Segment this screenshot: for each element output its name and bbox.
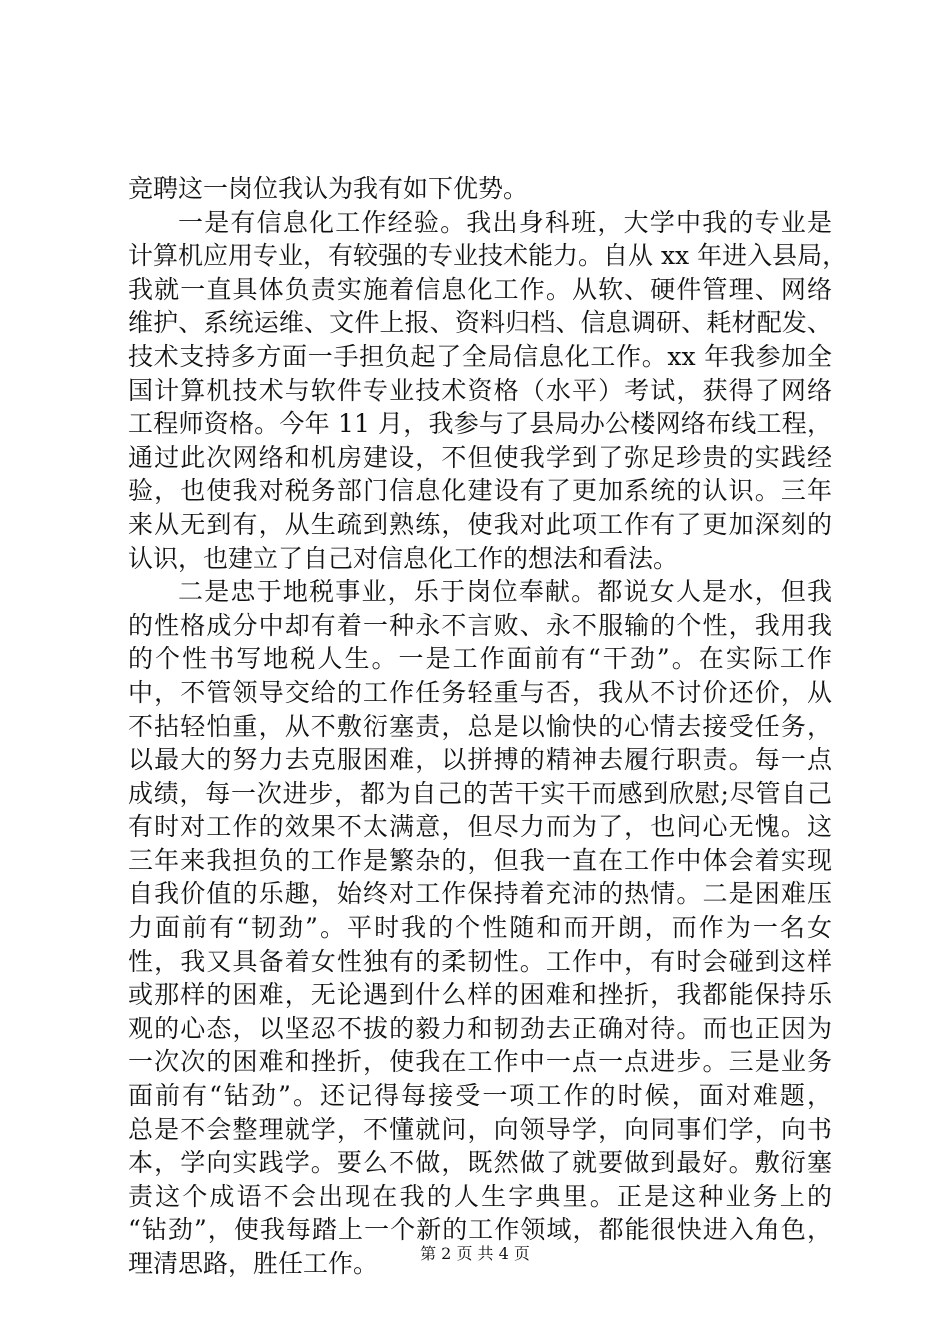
paragraph-line: 面前有“钻劲”。还记得每接受一项工作的时候，面对难题， <box>128 1081 832 1111</box>
paragraph-line: 责这个成语不会出现在我的人生字典里。正是这种业务上的 <box>128 1181 832 1211</box>
paragraph-line: 竞聘这一岗位我认为我有如下优势。 <box>128 174 529 203</box>
paragraph-line: 性，我又具备着女性独有的柔韧性。工作中，有时会碰到这样 <box>128 946 832 976</box>
paragraph-line: 技术支持多方面一手担负起了全局信息化工作。xx 年我参加全 <box>128 341 832 371</box>
paragraph-line: 来从无到有，从生疏到熟练，使我对此项工作有了更加深刻的 <box>128 509 832 539</box>
paragraph-line: 或那样的困难，无论遇到什么样的困难和挫折，我都能保持乐 <box>128 980 832 1010</box>
paragraph-line: 二是忠于地税事业，乐于岗位奉献。都说女人是水，但我 <box>178 577 832 607</box>
paragraph-line: 国计算机技术与软件专业技术资格（水平）考试，获得了网络 <box>128 375 832 405</box>
paragraph-line: 本，学向实践学。要么不做，既然做了就要做到最好。敷衍塞 <box>128 1148 832 1178</box>
paragraph-line: 有时对工作的效果不太满意，但尽力而为了，也问心无愧。这 <box>128 812 832 842</box>
paragraph-line: 认识，也建立了自己对信息化工作的想法和看法。 <box>128 543 679 573</box>
paragraph-line: 工程师资格。今年 11 月，我参与了县局办公楼网络布线工程， <box>128 409 832 439</box>
paragraph-line: 中，不管领导交给的工作任务轻重与否，我从不讨价还价，从 <box>128 677 832 707</box>
paragraph-line: 自我价值的乐趣，始终对工作保持着充沛的热情。二是困难压 <box>128 879 832 909</box>
paragraph-line: 的性格成分中却有着一种永不言败、永不服输的个性，我用我 <box>128 610 832 640</box>
paragraph-line: 维护、系统运维、文件上报、资料归档、信息调研、耗材配发、 <box>128 308 832 338</box>
paragraph-line: 一次次的困难和挫折，使我在工作中一点一点进步。三是业务 <box>128 1047 832 1077</box>
paragraph-line: 总是不会整理就学，不懂就问，向领导学，向同事们学，向书 <box>128 1114 832 1144</box>
paragraph-line: “钻劲”，使我每踏上一个新的工作领域，都能很快进入角色， <box>128 1215 832 1245</box>
paragraph-line: 理清思路，胜任工作。 <box>128 1249 379 1278</box>
paragraph-line: 的个性书写地税人生。一是工作面前有“干劲”。在实际工作 <box>128 644 832 674</box>
paragraph-line: 成绩，每一次进步，都为自己的苦干实干而感到欣慰;尽管自己 <box>128 778 832 808</box>
paragraph-line: 通过此次网络和机房建设，不但使我学到了弥足珍贵的实践经 <box>128 442 832 472</box>
paragraph-line: 力面前有“韧劲”。平时我的个性随和而开朗，而作为一名女 <box>128 913 832 943</box>
page-number-footer: 第 2 页 共 4 页 <box>420 1244 530 1263</box>
paragraph-line: 一是有信息化工作经验。我出身科班，大学中我的专业是 <box>178 207 832 237</box>
paragraph-line: 观的心态，以坚忍不拔的毅力和韧劲去正确对待。而也正因为 <box>128 1013 832 1043</box>
paragraph-line: 计算机应用专业，有较强的专业技术能力。自从 xx 年进入县局， <box>128 241 848 271</box>
document-body <box>128 172 848 1281</box>
paragraph-line: 验，也使我对税务部门信息化建设有了更加系统的认识。三年 <box>128 476 832 506</box>
paragraph-line: 以最大的努力去克服困难，以拼搏的精神去履行职责。每一点 <box>128 745 832 775</box>
paragraph-line: 不拈轻怕重，从不敷衍塞责，总是以愉快的心情去接受任务， <box>128 711 832 741</box>
paragraph-line: 三年来我担负的工作是繁杂的，但我一直在工作中体会着实现 <box>128 845 832 875</box>
paragraph-line: 我就一直具体负责实施着信息化工作。从软、硬件管理、网络 <box>128 274 832 304</box>
